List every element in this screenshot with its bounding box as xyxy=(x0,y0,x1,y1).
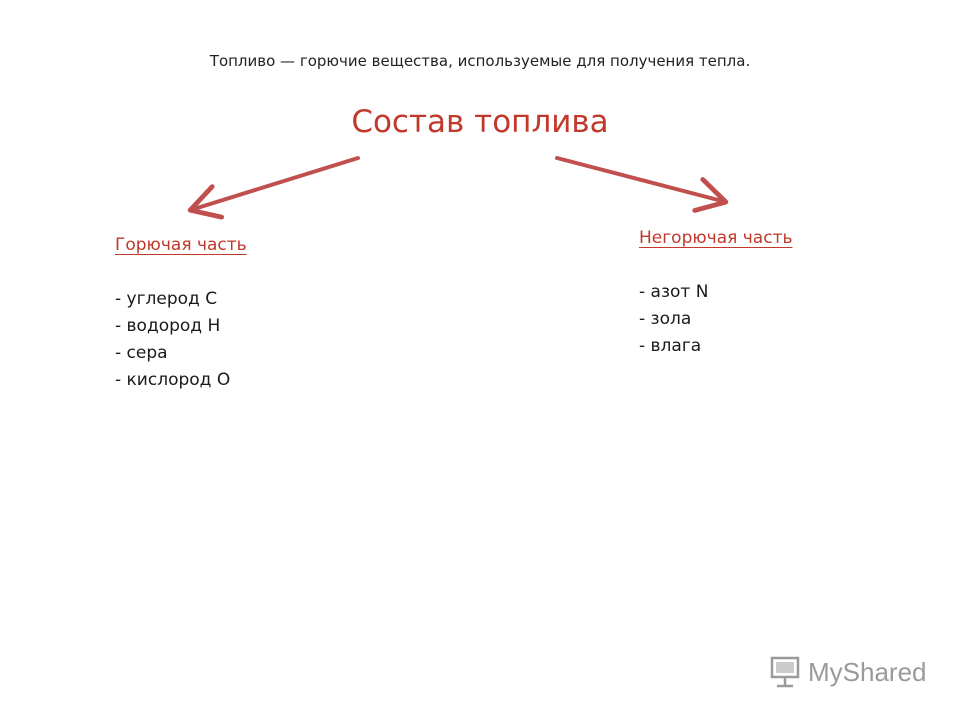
slide-title: Состав топлива xyxy=(351,104,609,140)
combustible-item: - водород Н xyxy=(115,316,221,336)
watermark-logo xyxy=(768,655,927,689)
combustible-item: - углерод С xyxy=(115,289,218,309)
presentation-icon xyxy=(768,655,802,689)
noncombustible-item: - влага xyxy=(639,336,702,356)
combustible-item: - кислород О xyxy=(115,370,231,390)
noncombustible-heading: Негорючая часть xyxy=(639,228,793,248)
combustible-section xyxy=(115,232,247,394)
left-arrow-icon xyxy=(194,158,358,209)
watermark-text: MyShared xyxy=(808,656,927,687)
right-arrow-icon xyxy=(557,158,722,201)
noncombustible-item: - азот N xyxy=(639,282,709,302)
noncombustible-item: - зола xyxy=(639,309,692,329)
noncombustible-section xyxy=(639,225,793,360)
slide-subtitle: Топливо — горючие вещества, используемые для получения тепла. xyxy=(209,52,751,70)
diagram-arrows xyxy=(0,0,960,240)
combustible-item: - сера xyxy=(115,343,168,363)
combustible-heading: Горючая часть xyxy=(115,235,247,255)
